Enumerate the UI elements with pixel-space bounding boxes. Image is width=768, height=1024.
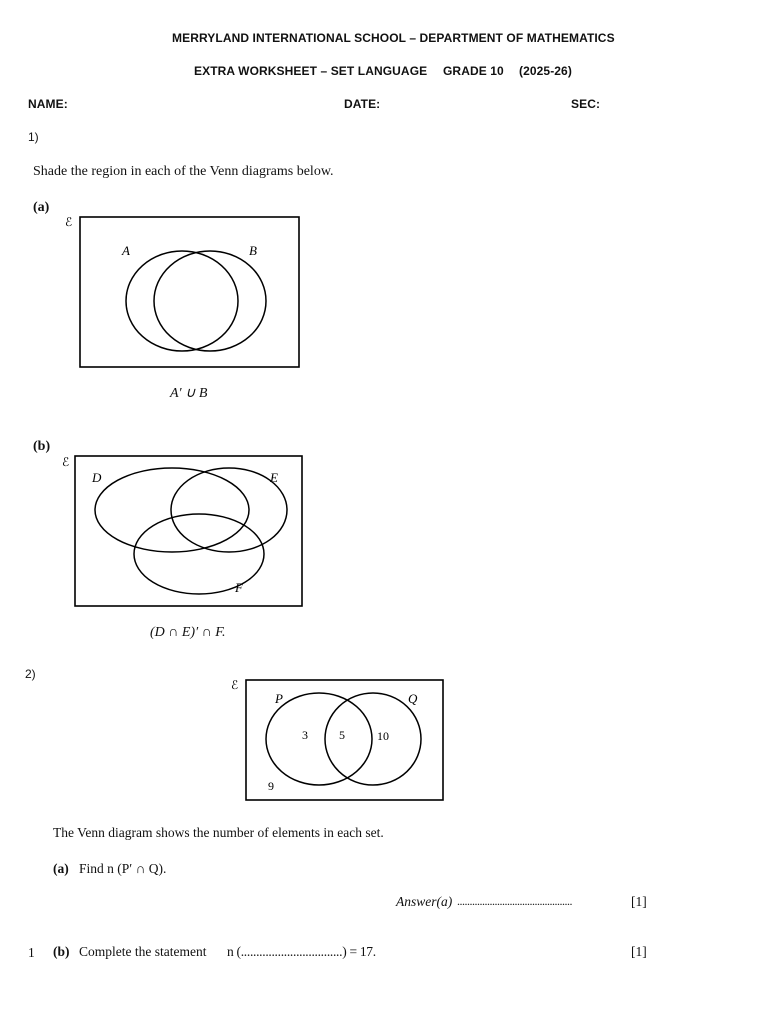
- question-2a-marks: [1]: [631, 894, 647, 909]
- universal-set-symbol: ℰ: [231, 678, 239, 692]
- venn-diagram-b: [58, 452, 308, 612]
- part-a-expression: A′ ∪ B: [170, 386, 208, 401]
- sec-label: SEC:: [571, 97, 601, 111]
- set-f-label: F: [235, 580, 243, 595]
- outside-count: 9: [268, 779, 274, 793]
- set-f-ellipse: [134, 514, 264, 594]
- venn-diagram-2: [225, 673, 450, 808]
- part-b-expression: (D ∩ E)′ ∩ F.: [150, 625, 226, 640]
- question-1-number: 1): [28, 130, 39, 144]
- grade-label: GRADE 10: [443, 64, 504, 78]
- part-a-label: (a): [33, 200, 50, 215]
- venn-diagram-a: [60, 210, 310, 375]
- question-2-number: 2): [25, 667, 36, 681]
- name-label: NAME:: [28, 97, 68, 111]
- universal-set-box: [80, 217, 299, 367]
- answer-a-label: Answer(a): [396, 894, 453, 909]
- set-a-label: A: [122, 243, 130, 258]
- question-1-instruction: Shade the region in each of the Venn diagrams below.: [33, 164, 334, 179]
- question-2b-marks: [1]: [631, 944, 647, 959]
- set-b-circle: [126, 251, 238, 351]
- set-d-ellipse: [95, 468, 249, 552]
- question-2a-text: Find n (P′ ∩ Q).: [79, 861, 167, 876]
- set-p-label: P: [275, 691, 283, 706]
- set-b-label: B: [249, 243, 257, 258]
- question-2b-expression[interactable]: n (.................................) = 17.: [227, 944, 376, 959]
- set-p-circle: [266, 693, 372, 785]
- set-e-label: E: [270, 470, 278, 485]
- set-a-circle: [154, 251, 266, 351]
- question-2a-label: (a): [53, 861, 69, 876]
- page-number: 1: [28, 945, 35, 960]
- question-2-statement: The Venn diagram shows the number of elements in each set.: [53, 825, 384, 840]
- part-b-label: (b): [33, 439, 51, 454]
- set-q-label: Q: [408, 691, 418, 706]
- p-only-count: 3: [302, 728, 308, 742]
- answer-a-field[interactable]: ..............................................: [457, 894, 572, 908]
- intersection-count: 5: [339, 728, 345, 742]
- universal-set-symbol: ℰ: [65, 215, 73, 229]
- q-only-count: 10: [377, 729, 389, 743]
- date-label: DATE:: [344, 97, 381, 111]
- set-d-label: D: [92, 470, 102, 485]
- worksheet-title: EXTRA WORKSHEET – SET LANGUAGE: [194, 64, 428, 78]
- universal-set-symbol: ℰ: [62, 455, 70, 469]
- year-label: (2025-26): [519, 64, 572, 78]
- question-2b-label: (b): [53, 944, 70, 959]
- school-title: MERRYLAND INTERNATIONAL SCHOOL – DEPARTMENT OF MATHEMATICS: [172, 31, 615, 45]
- question-2b-text: Complete the statement: [79, 944, 207, 959]
